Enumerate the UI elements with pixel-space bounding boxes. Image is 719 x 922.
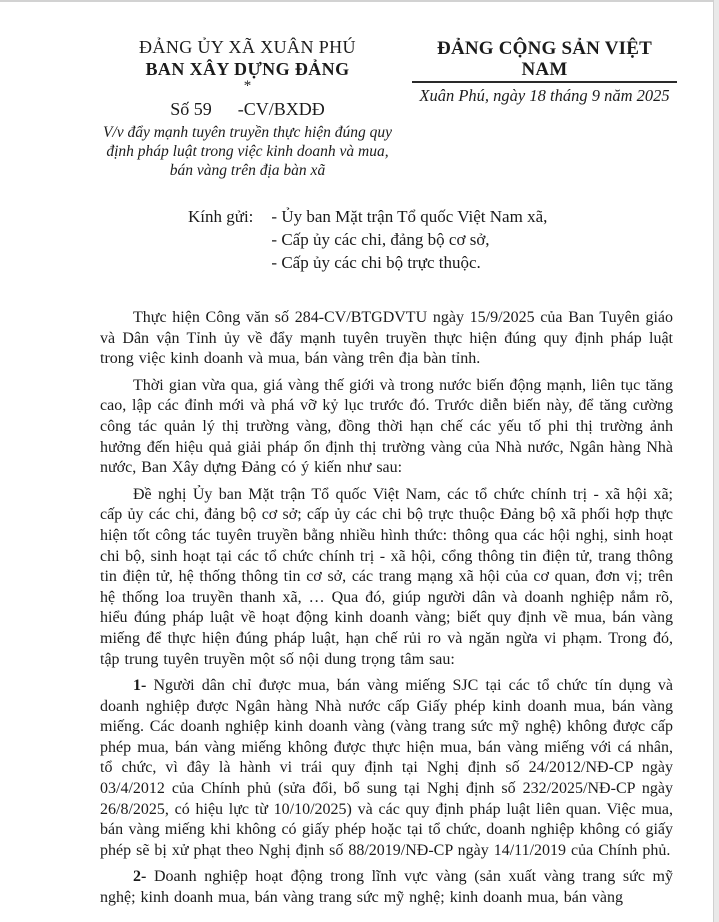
item-number: 1-	[133, 677, 147, 695]
org-parent-name: ĐẢNG ỦY XÃ XUÂN PHÚ	[139, 37, 356, 57]
issuing-org-block	[85, 36, 410, 180]
recipient-list	[271, 205, 547, 274]
body-paragraph: 1- Người dân chỉ được mua, bán vàng miếng SJC tại các tổ chức tín dụng và doanh nghiệp được Ngân hàng Nhà nước cấp Giấy phép kinh doanh mua, bán vàng miếng. Các doanh nghiệp kinh doanh vàng (vàng trang sức mỹ nghệ) không được cấp phép mua, bán vàng miếng không được thực hiện mua, bán vàng miếng với cá nhân, tổ chức, vì đây là hành vi trái quy định tại Nghị định số 24/2012/NĐ-CP ngày 03/4/2012 của Chính phủ (sửa đổi, bổ sung tại Nghị định số 232/2025/NĐ-CP ngày 26/8/2025, có hiệu lực từ 10/10/2025) và các quy định pháp luật liên quan. Việc mua, bán vàng miếng khi không có giấy phép hoặc tại tổ chức, doanh nghiệp không có giấy phép sẽ bị xử phạt theo Nghị định số 88/2019/NĐ-CP ngày 14/11/2019 của Chính phủ.	[100, 677, 673, 859]
document-subject: V/v đẩy mạnh tuyên truyền thực hiện đúng quy định pháp luật trong việc kinh doanh và mua, bán vàng trên địa bàn xã	[102, 124, 393, 179]
body-paragraph: 2- Doanh nghiệp hoạt động trong lĩnh vực vàng (sản xuất vàng trang sức mỹ nghệ; kinh doanh mua, bán vàng trang sức mỹ nghệ; kinh doanh mua, bán vàng	[100, 868, 673, 907]
document-number-suffix: -CV/BXDĐ	[237, 99, 325, 119]
salutation-label: Kính gửi:	[188, 207, 254, 226]
star-separator: *	[243, 78, 252, 94]
document-header	[0, 0, 719, 178]
national-motto: ĐẢNG CỘNG SẢN VIỆT NAM	[412, 38, 677, 83]
body-paragraph: Thời gian vừa qua, giá vàng thế giới và trong nước biến động mạnh, liên tục tăng cao, lập các đỉnh mới và phá vỡ kỷ lục trước đó. Trước diễn biến này, để tăng cường công tác quản lý thị trường vàng, đồng thời hạn chế các yếu tố phi thị trường ảnh hưởng đến hiệu quả giải pháp ổn định thị trường vàng của Nhà nước, Ngân hàng Nhà nước, Ban Xây dựng Đảng có ý kiến như sau:	[100, 376, 673, 477]
body-paragraph: Đề nghị Ủy ban Mặt trận Tổ quốc Việt Nam, các tổ chức chính trị - xã hội xã; cấp ủy các chi, đảng bộ cơ sở; cấp ủy các chi bộ trực thuộc Đảng bộ xã phối hợp thực hiện tốt công tác tuyên truyền bằng nhiều hình thức: thông qua các hội nghị, sinh hoạt chi bộ, sinh hoạt tại các tổ chức chính trị - xã hội, cổng thông tin điện tử, trang thông tin điện tử, hệ thống thông tin cơ sở, các trang mạng xã hội của cơ quan, đơn vị; trên hệ thống loa truyền thanh xã, … Qua đó, giúp người dân và doanh nghiệp nắm rõ, hiểu đúng pháp luật về hoạt động kinh doanh vàng; biết quy định về mua, bán vàng miếng để thực hiện đúng pháp luật, hạn chế rủi ro và ngăn ngừa vi phạm. Trong đó, tập trung tuyên truyền một số nội dung trọng tâm sau:	[100, 485, 673, 668]
recipients-block	[188, 205, 719, 274]
body-paragraph: Thực hiện Công văn số 284-CV/BTGDVTU ngày 15/9/2025 của Ban Tuyên giáo và Dân vận Tỉnh ủy về đẩy mạnh tuyên truyền thực hiện đúng quy định pháp luật trong việc kinh doanh và mua, bán vàng trên địa bàn tỉnh.	[100, 309, 673, 368]
document-number-prefix: Số 59	[170, 99, 212, 119]
recipient-item: - Cấp ủy các chi, đảng bộ cơ sở,	[271, 230, 490, 249]
place-and-date: Xuân Phú, ngày 18 tháng 9 năm 2025	[419, 86, 670, 105]
recipient-item: - Ủy ban Mặt trận Tổ quốc Việt Nam xã,	[271, 207, 548, 226]
national-header-block	[412, 38, 677, 106]
document-body	[100, 308, 673, 909]
recipient-item: - Cấp ủy các chi bộ trực thuộc.	[271, 253, 481, 272]
org-name: BAN XÂY DỰNG ĐẢNG	[145, 59, 350, 79]
document-number	[85, 98, 410, 120]
item-number: 2-	[133, 868, 147, 886]
